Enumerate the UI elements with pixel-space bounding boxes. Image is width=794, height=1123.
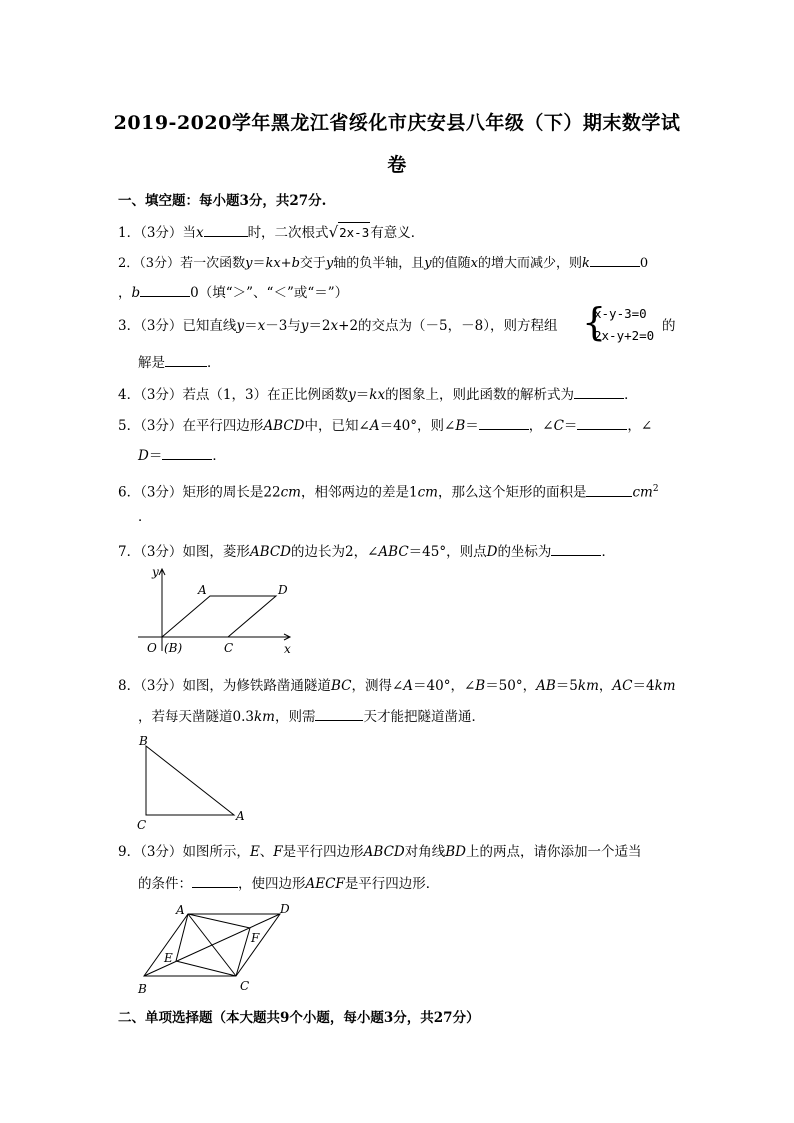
q5-text-9: ． [212, 448, 226, 464]
q1-radicand: 2x-3 [338, 222, 370, 243]
q2-text-7: 0（填“＞”、“＜”或“＝”） [190, 285, 349, 301]
q8-km1: km [577, 678, 599, 694]
q8-km3: km [253, 709, 275, 725]
q8-text-10: 天才能把隧道凿通． [363, 709, 485, 725]
q5-d: D [138, 448, 149, 464]
q3-score: （3分） [140, 318, 183, 334]
q8-text-9: ，则需 [274, 709, 316, 725]
q1-number: 1． [118, 225, 141, 241]
fig8-label-a: A [236, 809, 245, 823]
q8-text-2: ，测得∠ [351, 678, 404, 694]
sqrt-sign-icon: √ [328, 223, 339, 241]
q3-text-4: ． [207, 355, 221, 371]
q4-score: （3分） [140, 387, 183, 403]
q2-vk: k [582, 256, 590, 271]
q6-number: 6． [118, 484, 141, 501]
q5-b: B [455, 418, 466, 434]
q8-text-7: ＝4 [632, 678, 655, 694]
fig9-label-d: D [280, 902, 290, 916]
fig9-segment-fc [236, 928, 250, 976]
fig9-label-b: B [138, 982, 147, 996]
q2-text-2: 交于 [299, 256, 326, 271]
q5-c: C [553, 418, 564, 434]
q4-text-2: 的图象上，则此函数的解析式为 [385, 387, 575, 403]
q9-e: E [249, 844, 260, 860]
q3-equation-1: x-y-3=0 [594, 306, 647, 321]
q5-text-3: ＝40°，则∠ [379, 418, 456, 434]
q8-bc: BC [330, 678, 352, 694]
fig9-segment-ec [176, 961, 236, 976]
q1-score: （3分） [140, 225, 183, 241]
q9-text-2: 、 [259, 844, 274, 860]
q2-score: （3分） [139, 256, 181, 271]
q5-score: （3分） [140, 418, 183, 434]
q8-text-3: ＝40°，∠ [413, 678, 476, 694]
q6-text-2: ，相邻两边的差是1 [301, 484, 418, 501]
q4-eq: ＝ [355, 387, 370, 403]
q3-e2: ＝2 [308, 318, 331, 334]
q2-zero: 0 [639, 256, 649, 271]
q4-y: y [348, 387, 356, 403]
q2-vx: x [470, 256, 478, 271]
q3-text-2: 的 [662, 318, 676, 334]
q2-number: 2． [118, 256, 140, 271]
q3-y2: y [300, 318, 309, 334]
q2-vb: b [131, 285, 141, 301]
q3-x1: x [257, 318, 266, 334]
q9-text: 如图所示， [182, 844, 250, 860]
q6-score: （3分） [140, 484, 183, 501]
q2-text-3: 轴的负半轴，且 [333, 256, 425, 271]
q5-text: 在平行四边形 [182, 418, 264, 434]
q4-kx: kx [369, 387, 386, 403]
left-brace-icon: { [582, 300, 607, 344]
q9-number: 9． [118, 844, 141, 860]
q9-abcd: ABCD [363, 844, 405, 860]
q3-r1: －3与 [265, 318, 301, 334]
fig7-label-a: A [198, 583, 207, 597]
q8-text-4: ＝50°， [485, 678, 537, 694]
section2-heading: 二、单项选择题（本大题共9个小题，每小题3分，共27分） [118, 1010, 480, 1026]
q9-text-8: 是平行四边形． [344, 876, 440, 892]
q2-fy: y [245, 256, 253, 271]
q7-abcd: ABCD [249, 544, 292, 560]
q5-abcd: ABCD [263, 418, 305, 434]
q6-cm2: cm [417, 484, 438, 501]
q8-ac: AC [612, 678, 633, 694]
q1-var: x [195, 225, 204, 241]
fig7-label-y: y [152, 565, 159, 579]
fig9-label-f: F [251, 931, 260, 945]
q7-abc: ABC [378, 544, 409, 560]
q2-text: 若一次函数 [180, 256, 246, 271]
fig7-label-d: D [278, 583, 288, 597]
q9-bd: BD [445, 844, 466, 860]
q5-text-5: ，∠ [528, 418, 554, 434]
q3-text: 已知直线 [182, 318, 237, 334]
q2-text-6: ， [118, 285, 132, 301]
q2-vy2: y [424, 256, 432, 271]
q7-text: 如图，菱形 [182, 544, 250, 560]
q5-text-6: ＝ [563, 418, 578, 434]
fig8-label-b: B [139, 734, 148, 748]
q9-text-5: 上的两点，请你添加一个适当 [466, 844, 642, 860]
q3-number: 3． [118, 318, 141, 334]
q3-r2: +2的交点为（－5，－8），则方程组 [338, 318, 558, 334]
q9-text-3: 是平行四边形 [282, 844, 364, 860]
fig7-label-b: (B) [164, 641, 183, 655]
q7-score: （3分） [140, 544, 183, 560]
q6-text-3: ，那么这个矩形的面积是 [437, 484, 587, 501]
q8-ab: AB [536, 678, 556, 694]
q9-text-6: 的条件： [138, 876, 192, 892]
fig9-label-e: E [164, 951, 173, 965]
fig7-label-o: O [147, 641, 157, 655]
q6-cm1: cm [280, 484, 301, 501]
q1-text: 当 [182, 225, 196, 241]
q8-score: （3分） [140, 678, 183, 694]
section1-heading: 一、填空题：每小题3分，共27分. [118, 193, 327, 209]
q7-d: D [486, 544, 498, 560]
q5-text-7: ，∠ [627, 418, 653, 434]
q5-text-4: ＝ [465, 418, 479, 434]
fig9-label-c: C [240, 979, 250, 993]
fig8-label-c: C [137, 818, 147, 832]
q3-equation-2: 2x-y+2=0 [594, 328, 655, 343]
q3-text-3: 解是 [138, 355, 165, 371]
q7-text-2: 的边长为2，∠ [291, 544, 379, 560]
q5-text-8: ＝ [148, 448, 163, 464]
q8-number: 8． [118, 678, 141, 694]
q4-number: 4． [118, 387, 141, 403]
q5-a: A [369, 418, 380, 434]
q4-text: 若点（1，3）在正比例函数 [182, 387, 349, 403]
fig7-label-c: C [224, 641, 234, 655]
q5-text-2: 中，已知∠ [304, 418, 370, 434]
q2-feq: ＝ [252, 256, 266, 271]
q2-fkx: kx [265, 256, 281, 271]
fig9-label-a: A [176, 903, 185, 917]
fig9-segment-ae [176, 914, 188, 961]
q2-text-5: 的增大而减少，则 [478, 256, 583, 271]
q3-e1: ＝ [244, 318, 258, 334]
q2-text-4: 的值随 [431, 256, 471, 271]
q8-text-6: ， [598, 678, 613, 694]
q1-text-3: 有意义． [370, 225, 425, 241]
q8-text-5: ＝5 [555, 678, 578, 694]
q3-y1: y [236, 318, 245, 334]
q7-number: 7． [118, 544, 141, 560]
q8-text: 如图，为修铁路凿通隧道 [182, 678, 331, 694]
page-title-line1: 2019-2020学年黑龙江省绥化市庆安县八年级（下）期末数学试 [113, 112, 681, 134]
q6-sup: 2 [652, 484, 659, 494]
q9-f: F [273, 844, 283, 860]
q7-text-4: 的坐标为 [497, 544, 552, 560]
q8-a: A [403, 678, 414, 694]
q9-score: （3分） [140, 844, 183, 860]
q7-text-3: ＝45°，则点 [408, 544, 487, 560]
q9-aecf: AECF [305, 876, 345, 892]
q7-text-5: ． [601, 544, 615, 560]
q6-text: 矩形的周长是22 [182, 484, 281, 501]
q6-unit: cm [632, 484, 653, 501]
q9-text-7: ，使四边形 [238, 876, 306, 892]
q8-km2: km [654, 678, 676, 694]
q8-b: B [475, 678, 486, 694]
q1-text-2: 时，二次根式 [247, 225, 329, 241]
q6-text-4: ． [138, 509, 152, 525]
q5-number: 5． [118, 418, 141, 434]
q9-text-4: 对角线 [404, 844, 446, 860]
q8-text-8: ，若每天凿隧道0.3 [138, 709, 254, 725]
q2-vy: y [325, 256, 334, 271]
page-title-line2: 卷 [387, 154, 407, 176]
fig7-label-x: x [284, 642, 291, 656]
q2-fb: +b [280, 256, 300, 271]
q3-x2: x [330, 318, 339, 334]
q4-text-3: ． [624, 387, 638, 403]
